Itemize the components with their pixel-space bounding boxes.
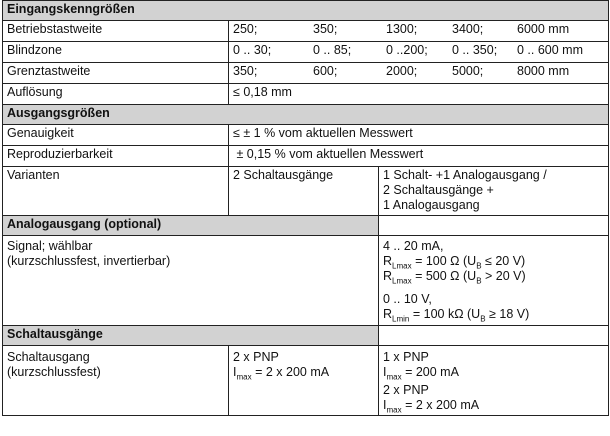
row-value: ± 0,15 % vom aktuellen Messwert (229, 146, 609, 167)
signal-sublabel: (kurzschlussfest, invertierbar) (7, 254, 171, 268)
variant-line: 1 Schalt- +1 Analogausgang / (383, 168, 547, 182)
row-label (3, 236, 379, 326)
value-4: 5000; (452, 64, 484, 78)
row-label: Genauigkeit (3, 125, 229, 146)
value-4: 3400; (452, 22, 484, 36)
value-3: 1300; (386, 22, 418, 36)
row-aufloesung (3, 84, 609, 105)
pnp-line: 1 x PNP (383, 350, 429, 364)
row-genauigkeit (3, 125, 609, 146)
row-schaltausgang (3, 346, 609, 416)
section-blank (379, 216, 609, 236)
signal-label: Signal; wählbar (7, 239, 93, 253)
row-values (229, 42, 609, 63)
row-label (3, 346, 229, 416)
section-title: Eingangskenngrößen (3, 1, 609, 21)
row-signal (3, 236, 609, 326)
section-ausgang (3, 105, 609, 125)
value-2: 600; (313, 64, 338, 78)
imax-line: $I_{max} = 2$ x 200 mA (383, 398, 480, 415)
value-5: 8000 mm (517, 64, 570, 78)
variant-line: 2 Schaltausgänge + (383, 183, 494, 197)
variant-line: 1 Analogausgang (383, 198, 480, 212)
value-2: 350; (313, 22, 338, 36)
pnp-line: 2 x PNP (233, 350, 279, 364)
value-4: 0 .. 350; (452, 43, 498, 57)
value-2: 0 .. 85; (313, 43, 352, 57)
row-label: Betriebstastweite (3, 21, 229, 42)
row-reproduzierbarkeit (3, 146, 609, 167)
value-1: 350; (233, 64, 258, 78)
value-1: 0 .. 30; (233, 43, 272, 57)
voltage-range: 0 .. 10 V, (383, 292, 432, 306)
section-blank (379, 326, 609, 346)
row-values (229, 63, 609, 84)
schalt-col3 (379, 346, 609, 416)
current-range: 4 .. 20 mA, (383, 239, 444, 253)
variant-col2: 2 Schaltausgänge (229, 167, 379, 216)
row-value: ≤ ± 1 % vom aktuellen Messwert (229, 125, 609, 146)
section-analog (3, 216, 609, 236)
value-5: 0 .. 600 mm (517, 43, 583, 57)
voltage-r: $R_{Lmin} = 100$ kΩ ($U_B \ge 18$ V) (383, 307, 530, 324)
row-label: Reproduzierbarkeit (3, 146, 229, 167)
value-3: 2000; (386, 64, 418, 78)
current-r-b: $R_{Lmax} = 500$ Ω ($U_B > 20$ V) (383, 269, 526, 286)
current-r-a: $R_{Lmax} = 100$ Ω ($U_B \le 20$ V) (383, 254, 526, 271)
section-eingang (3, 1, 609, 21)
section-schalt (3, 326, 609, 346)
section-title: Analogausgang (optional) (3, 216, 379, 236)
spec-table (2, 0, 609, 416)
pnp-line: 2 x PNP (383, 383, 429, 397)
schalt-sublabel: (kurzschlussfest) (7, 365, 101, 379)
row-value: ≤ 0,18 mm (229, 84, 609, 105)
row-label: Blindzone (3, 42, 229, 63)
row-betriebstastweite (3, 21, 609, 42)
schalt-label: Schaltausgang (7, 350, 90, 364)
section-title: Schaltausgänge (3, 326, 379, 346)
schalt-col2 (229, 346, 379, 416)
value-1: 250; (233, 22, 258, 36)
row-blindzone (3, 42, 609, 63)
section-title: Ausgangsgrößen (3, 105, 609, 125)
signal-values (379, 236, 609, 326)
value-5: 6000 mm (517, 22, 570, 36)
row-varianten (3, 167, 609, 216)
row-label: Auflösung (3, 84, 229, 105)
row-label: Varianten (3, 167, 229, 216)
imax-line: $I_{max} = 2$ x 200 mA (233, 365, 330, 382)
value-3: 0 ..200; (386, 43, 428, 57)
row-values (229, 21, 609, 42)
row-grenztastweite (3, 63, 609, 84)
imax-line: $I_{max} = 200$ mA (383, 365, 459, 382)
row-label: Grenztastweite (3, 63, 229, 84)
variant-col3 (379, 167, 609, 216)
